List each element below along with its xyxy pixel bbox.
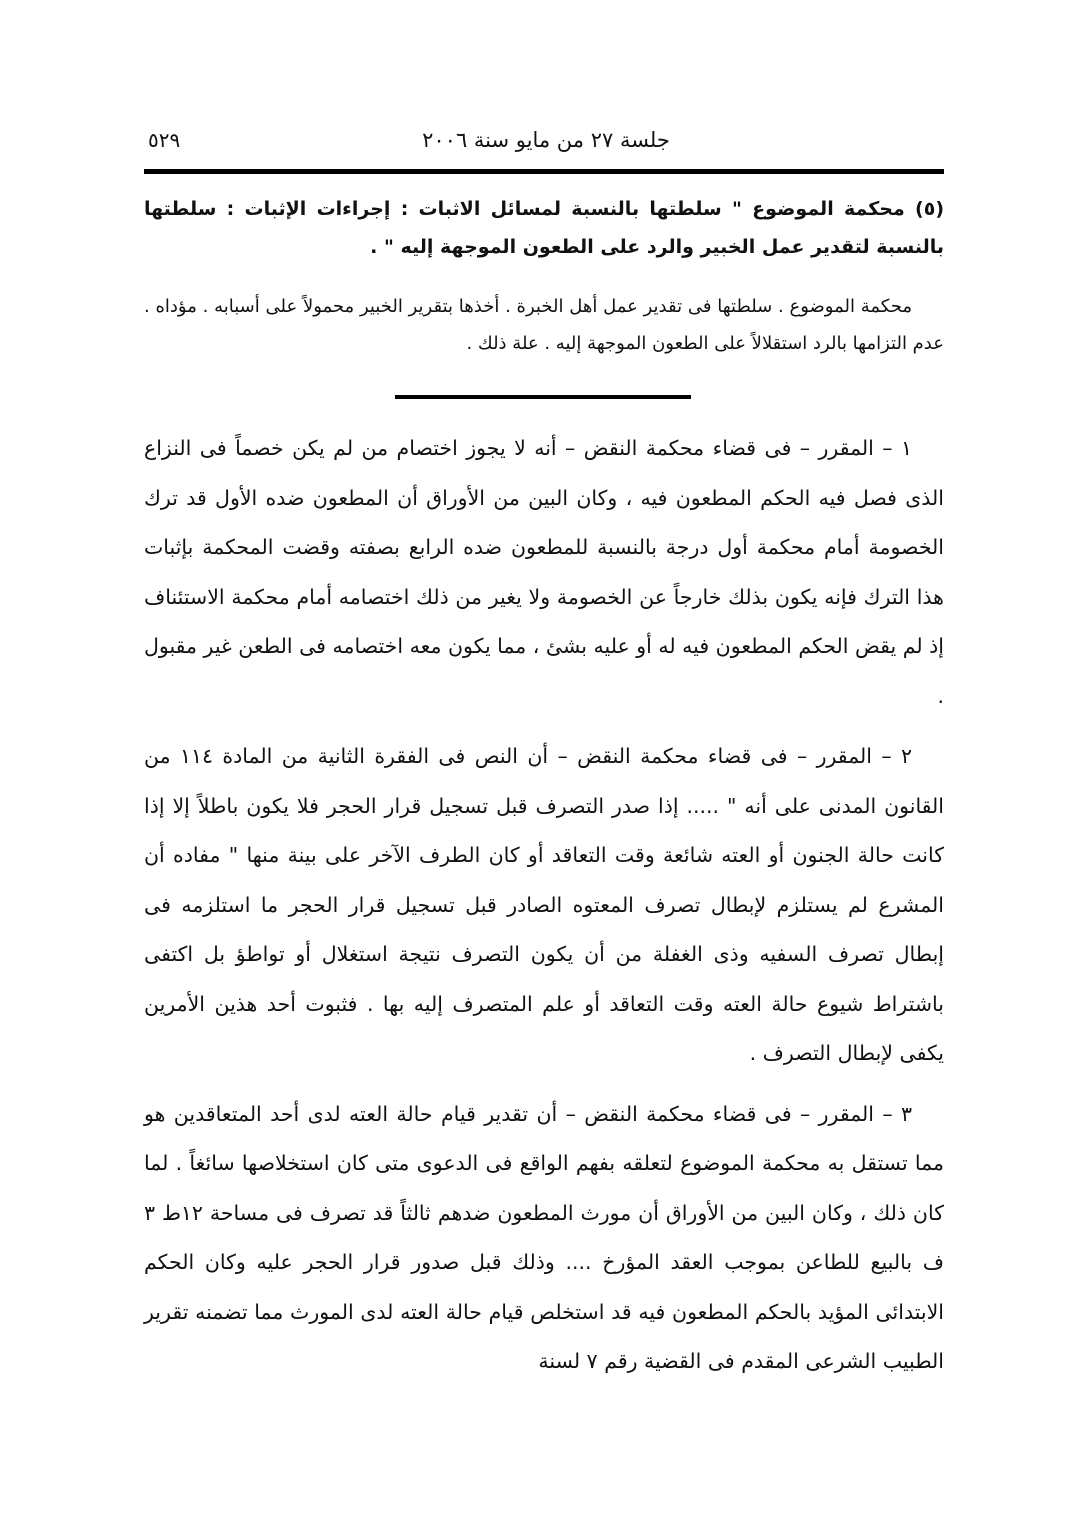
page-header bbox=[148, 128, 944, 162]
section-separator bbox=[395, 395, 691, 399]
abstract-paragraph: محكمة الموضوع . سلطتها فى تقدير عمل أهل الخبرة . أخذها بتقرير الخبير محمولاً على أسبابه . مؤداه . عدم التزامها بالرد استقلالاً على الطعون الموجهة إليه . علة ذلك . bbox=[144, 296, 944, 354]
paragraph-3: ٣ – المقرر – فى قضاء محكمة النقض – أن تقدير قيام حالة العته لدى أحد المتعاقدين هو مما تستقل به محكمة الموضوع لتعلقه بفهم الواقع فى الدعوى متى كان استخلاصها سائغاً . لما كان ذلك ، وكان البين من الأوراق أن مورث المطعون ضدهم ثالثاً قد تصرف فى مساحة ١٢ط ٣ ف بالبيع للطاعن بموجب العقد المؤرخ .... وذلك قبل صدور قرار الحجر عليه وكان الحكم الابتدائى المؤيد بالحكم المطعون فيه قد استخلص قيام حالة العته لدى المورث مما تضمنه تقرير الطبيب الشرعى المقدم فى القضية رقم ٧ لسنة bbox=[144, 1101, 944, 1373]
header-rule bbox=[144, 169, 944, 174]
paragraph-2: ٢ – المقرر – فى قضاء محكمة النقض – أن النص فى الفقرة الثانية من المادة ١١٤ من القانون المدنى على أنه " ..... إذا صدر التصرف قبل تسجيل قرار الحجر فلا يكون باطلاً إلا إذا كانت حالة الجنون أو العته شائعة وقت التعاقد أو كان الطرف الآخر على بينة منها " مفاده أن المشرع لم يستلزم لإبطال تصرف المعتوه الصادر قبل تسجيل قرار الحجر ما استلزمه فى إبطال تصرف السفيه وذى الغفلة من أن يكون التصرف نتيجة استغلال أو تواطؤ بل اكتفى باشتراط شيوع حالة العته وقت التعاقد أو علم المتصرف إليه بها . فثبوت أحد هذين الأمرين يكفى لإبطال التصرف . bbox=[144, 744, 944, 1065]
page-number: ٥٢٩ bbox=[148, 128, 181, 152]
body-text bbox=[144, 424, 944, 1398]
headnote-abstract bbox=[144, 288, 944, 362]
paragraph-1: ١ – المقرر – فى قضاء محكمة النقض – أنه لا يجوز اختصام من لم يكن خصماً فى النزاع الذى فصل فيه الحكم المطعون فيه ، وكان البين من الأوراق أن المطعون ضده الأول قد ترك الخصومة أمام محكمة أول درجة بالنسبة للمطعون ضده الرابع بصفته وقضت المحكمة بإثبات هذا الترك فإنه يكون بذلك خارجاً عن الخصومة ولا يغير من ذلك اختصامه أمام محكمة الاستئناف إذ لم يقض الحكم المطعون فيه له أو عليه بشئ ، مما يكون معه اختصامه فى الطعن غير مقبول . bbox=[144, 436, 944, 708]
session-date-title: جلسة ٢٧ من مايو سنة ٢٠٠٦ bbox=[422, 128, 670, 152]
headnote-heading: (٥) محكمة الموضوع " سلطتها بالنسبة لمسائل الاثبات : إجراءات الإثبات : سلطتها بالنسبة لتقدير عمل الخبير والرد على الطعون الموجهة إليه " . bbox=[144, 198, 944, 258]
